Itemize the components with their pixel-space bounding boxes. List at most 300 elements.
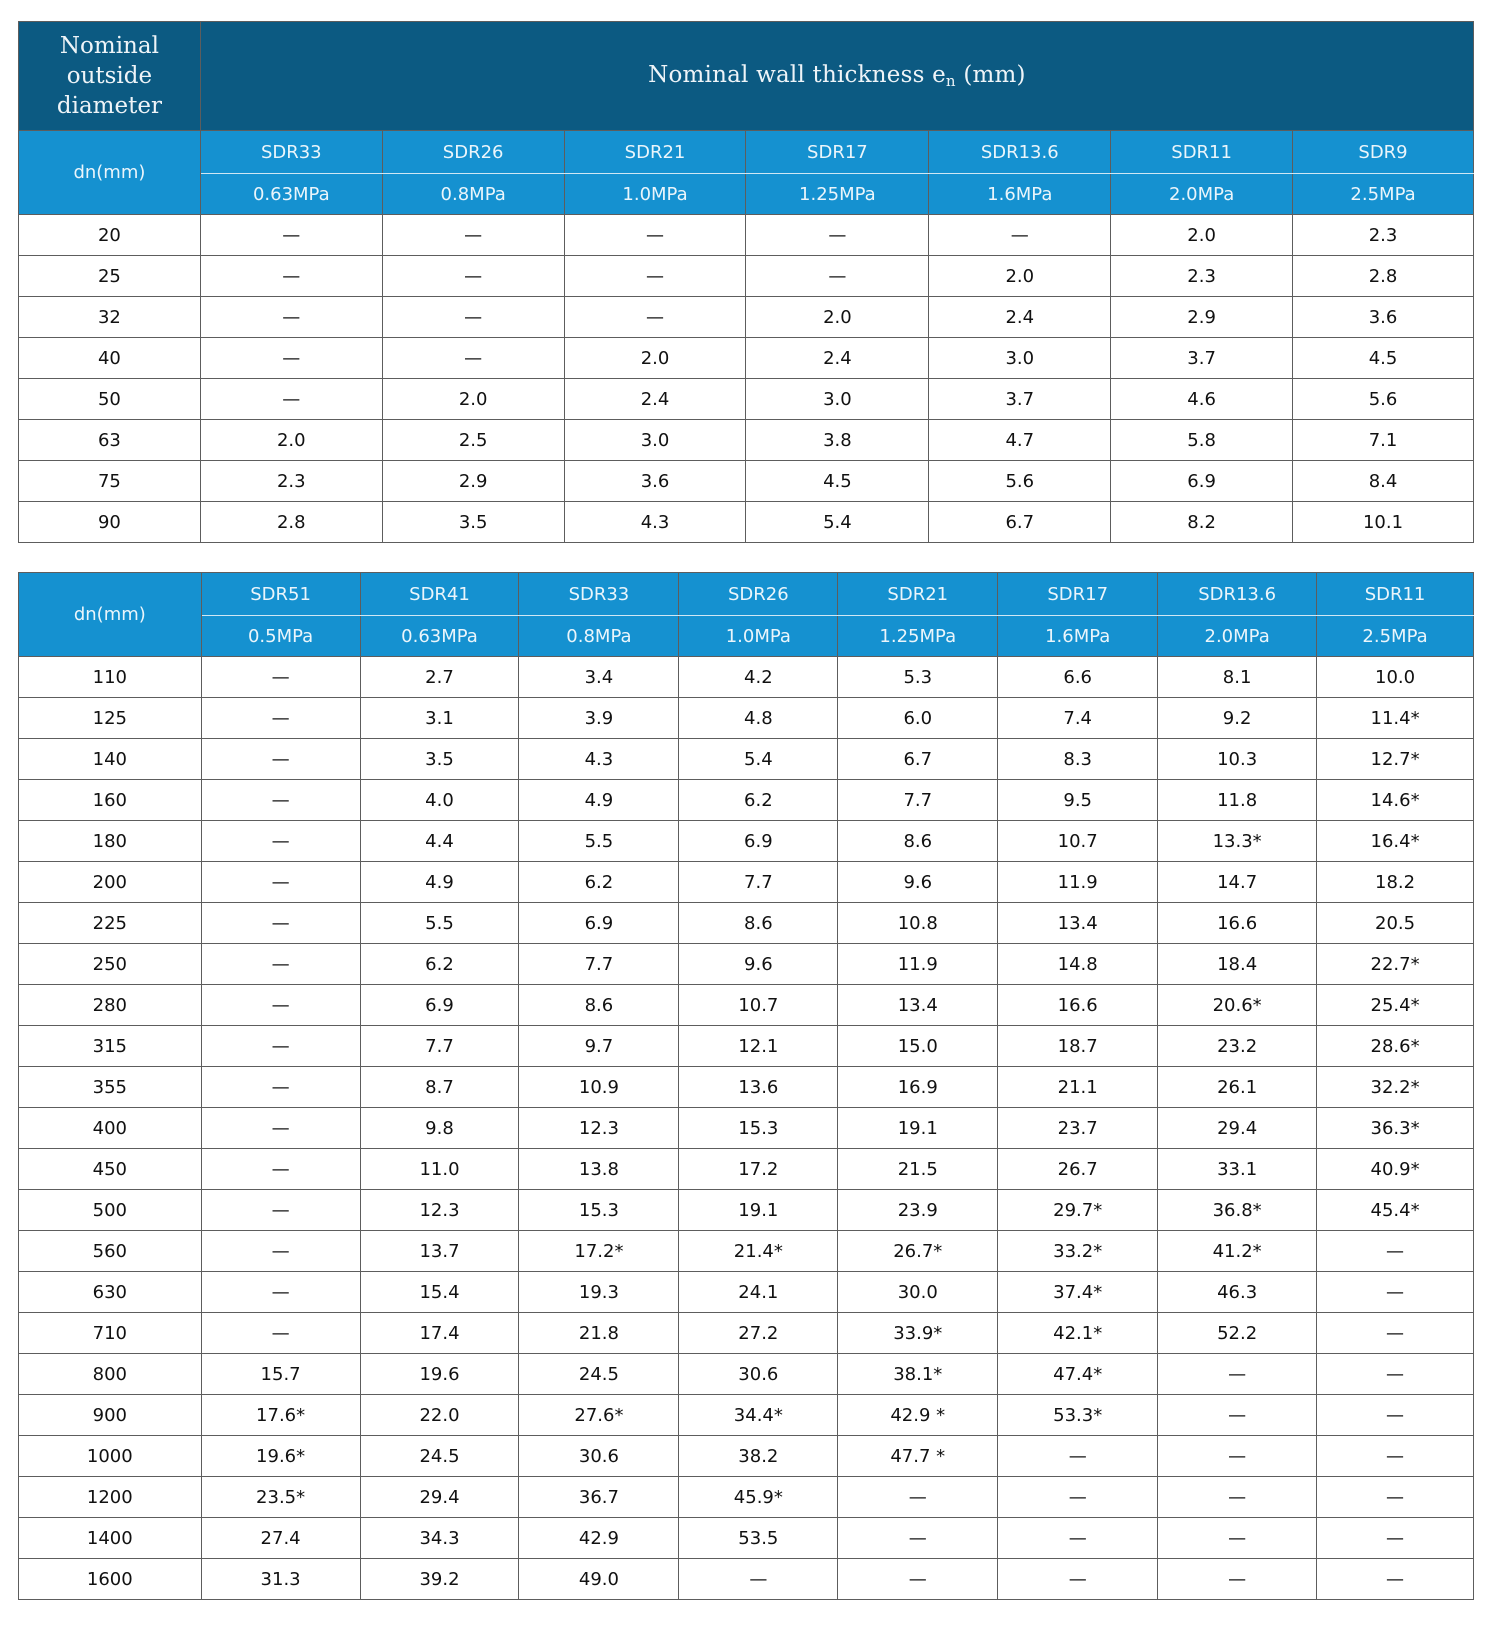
- thickness-cell: 23.5*: [201, 1477, 360, 1518]
- thickness-cell: 10.1: [1293, 502, 1474, 543]
- thickness-cell: 28.6*: [1317, 1026, 1474, 1067]
- thickness-cell: 27.2: [679, 1313, 838, 1354]
- sdr-header: SDR13.6: [1158, 573, 1317, 616]
- dn-cell: 50: [19, 379, 201, 420]
- thickness-cell: —: [838, 1559, 998, 1600]
- thickness-cell: —: [200, 215, 382, 256]
- thickness-cell: 6.7: [838, 739, 998, 780]
- table-row: [19, 215, 1474, 256]
- thickness-cell: 2.0: [929, 256, 1111, 297]
- thickness-cell: 14.7: [1158, 862, 1317, 903]
- table-row: [19, 1067, 1474, 1108]
- sdr-header: SDR33: [519, 573, 679, 616]
- thickness-cell: 24.5: [519, 1354, 679, 1395]
- thickness-cell: 49.0: [519, 1559, 679, 1600]
- thickness-cell: 6.9: [519, 903, 679, 944]
- thickness-cell: 5.6: [1293, 379, 1474, 420]
- thickness-cell: 4.0: [360, 780, 519, 821]
- thickness-cell: 2.0: [746, 297, 929, 338]
- thickness-cell: 22.7*: [1317, 944, 1474, 985]
- thickness-cell: —: [1158, 1354, 1317, 1395]
- thickness-cell: 4.9: [519, 780, 679, 821]
- thickness-cell: 6.2: [679, 780, 838, 821]
- pressure-header: 0.63MPa: [360, 616, 519, 657]
- pressure-header: 2.0MPa: [1111, 174, 1293, 215]
- dn-cell: 400: [19, 1108, 202, 1149]
- table-row: [19, 1395, 1474, 1436]
- thickness-cell: —: [382, 338, 564, 379]
- sdr-header: SDR17: [998, 573, 1158, 616]
- thickness-cell: —: [1317, 1231, 1474, 1272]
- thickness-cell: —: [998, 1518, 1158, 1559]
- thickness-cell: 15.3: [679, 1108, 838, 1149]
- table-row: [19, 944, 1474, 985]
- table-row: [19, 420, 1474, 461]
- thickness-cell: 4.3: [519, 739, 679, 780]
- thickness-cell: —: [200, 338, 382, 379]
- thickness-cell: —: [382, 215, 564, 256]
- thickness-cell: 2.0: [1111, 215, 1293, 256]
- thickness-cell: 46.3: [1158, 1272, 1317, 1313]
- thickness-cell: 24.1: [679, 1272, 838, 1313]
- thickness-cell: 18.2: [1317, 862, 1474, 903]
- thickness-cell: —: [201, 862, 360, 903]
- thickness-cell: —: [1317, 1313, 1474, 1354]
- thickness-cell: —: [746, 215, 929, 256]
- thickness-cell: 33.9*: [838, 1313, 998, 1354]
- thickness-cell: 26.7: [998, 1149, 1158, 1190]
- thickness-cell: 2.8: [1293, 256, 1474, 297]
- thickness-cell: 29.7*: [998, 1190, 1158, 1231]
- thickness-cell: 3.0: [746, 379, 929, 420]
- sdr-header: SDR21: [564, 131, 746, 174]
- table-row: [19, 985, 1474, 1026]
- thickness-cell: 6.9: [1111, 461, 1293, 502]
- thickness-cell: 21.8: [519, 1313, 679, 1354]
- pressure-header: 1.0MPa: [679, 616, 838, 657]
- thickness-cell: 10.3: [1158, 739, 1317, 780]
- thickness-cell: 2.3: [200, 461, 382, 502]
- thickness-cell: 31.3: [201, 1559, 360, 1600]
- thickness-cell: —: [382, 297, 564, 338]
- thickness-cell: —: [679, 1559, 838, 1600]
- dn-cell: 500: [19, 1190, 202, 1231]
- thickness-cell: 2.8: [200, 502, 382, 543]
- thickness-cell: 11.8: [1158, 780, 1317, 821]
- sdr-header: SDR33: [200, 131, 382, 174]
- thickness-cell: 15.3: [519, 1190, 679, 1231]
- thickness-cell: —: [201, 903, 360, 944]
- thickness-cell: 6.9: [360, 985, 519, 1026]
- thickness-cell: —: [1158, 1518, 1317, 1559]
- thickness-cell: —: [1317, 1477, 1474, 1518]
- thickness-cell: 29.4: [1158, 1108, 1317, 1149]
- thickness-cell: 26.1: [1158, 1067, 1317, 1108]
- thickness-cell: 10.9: [519, 1067, 679, 1108]
- thickness-cell: —: [1158, 1559, 1317, 1600]
- table-row: [19, 461, 1474, 502]
- thickness-cell: 47.4*: [998, 1354, 1158, 1395]
- table-row: [19, 1190, 1474, 1231]
- thickness-cell: 13.4: [838, 985, 998, 1026]
- thickness-cell: 17.6*: [201, 1395, 360, 1436]
- thickness-cell: —: [838, 1518, 998, 1559]
- dn-cell: 75: [19, 461, 201, 502]
- pressure-header: 0.5MPa: [201, 616, 360, 657]
- thickness-cell: 2.4: [929, 297, 1111, 338]
- sdr-header: SDR21: [838, 573, 998, 616]
- table-row: [19, 780, 1474, 821]
- thickness-cell: 17.4: [360, 1313, 519, 1354]
- dn-cell: 710: [19, 1313, 202, 1354]
- dn-cell: 225: [19, 903, 202, 944]
- dn-cell: 1400: [19, 1518, 202, 1559]
- thickness-cell: 25.4*: [1317, 985, 1474, 1026]
- thickness-cell: —: [1158, 1436, 1317, 1477]
- thickness-cell: 5.5: [519, 821, 679, 862]
- thickness-cell: 2.7: [360, 657, 519, 698]
- table-row: [19, 1026, 1474, 1067]
- thickness-cell: 16.4*: [1317, 821, 1474, 862]
- thickness-cell: 16.9: [838, 1067, 998, 1108]
- thickness-cell: —: [201, 1231, 360, 1272]
- thickness-cell: 16.6: [1158, 903, 1317, 944]
- thickness-cell: 8.4: [1293, 461, 1474, 502]
- thickness-cell: 3.0: [929, 338, 1111, 379]
- thickness-cell: 5.8: [1111, 420, 1293, 461]
- dn-cell: 63: [19, 420, 201, 461]
- thickness-cell: 52.2: [1158, 1313, 1317, 1354]
- thickness-cell: 27.4: [201, 1518, 360, 1559]
- thickness-cell: 3.0: [564, 420, 746, 461]
- thickness-cell: 6.9: [679, 821, 838, 862]
- thickness-cell: —: [998, 1436, 1158, 1477]
- pressure-header: 2.5MPa: [1317, 616, 1474, 657]
- thickness-cell: —: [998, 1559, 1158, 1600]
- thickness-cell: 17.2*: [519, 1231, 679, 1272]
- thickness-cell: 8.7: [360, 1067, 519, 1108]
- thickness-cell: 13.4: [998, 903, 1158, 944]
- sdr-header: SDR11: [1317, 573, 1474, 616]
- thickness-cell: 2.9: [1111, 297, 1293, 338]
- thickness-cell: 30.6: [679, 1354, 838, 1395]
- pressure-header: 0.63MPa: [200, 174, 382, 215]
- thickness-cell: 3.5: [360, 739, 519, 780]
- dn-cell: 180: [19, 821, 202, 862]
- thickness-cell: —: [998, 1477, 1158, 1518]
- thickness-cell: 3.6: [1293, 297, 1474, 338]
- thickness-cell: 4.3: [564, 502, 746, 543]
- dn-cell: 1200: [19, 1477, 202, 1518]
- thickness-cell: 42.1*: [998, 1313, 1158, 1354]
- thickness-cell: 13.7: [360, 1231, 519, 1272]
- thickness-cell: —: [200, 256, 382, 297]
- table-row: [19, 1108, 1474, 1149]
- table-row: [19, 862, 1474, 903]
- thickness-cell: —: [201, 1149, 360, 1190]
- table-row: [19, 379, 1474, 420]
- thickness-cell: 19.6: [360, 1354, 519, 1395]
- dn-header: dn(mm): [19, 573, 202, 657]
- thickness-cell: 21.1: [998, 1067, 1158, 1108]
- thickness-cell: 10.8: [838, 903, 998, 944]
- thickness-cell: 3.5: [382, 502, 564, 543]
- thickness-cell: 9.6: [838, 862, 998, 903]
- thickness-cell: 2.4: [564, 379, 746, 420]
- table-title: Nominal wall thickness $e_n$ (mm): [200, 22, 1473, 131]
- thickness-cell: 5.4: [679, 739, 838, 780]
- thickness-cell: 8.6: [679, 903, 838, 944]
- thickness-cell: —: [201, 739, 360, 780]
- table-row: [19, 502, 1474, 543]
- thickness-cell: 14.6*: [1317, 780, 1474, 821]
- thickness-cell: 3.9: [519, 698, 679, 739]
- thickness-cell: —: [201, 698, 360, 739]
- thickness-cell: 13.6: [679, 1067, 838, 1108]
- thickness-cell: 39.2: [360, 1559, 519, 1600]
- thickness-cell: —: [201, 657, 360, 698]
- thickness-cell: —: [1317, 1354, 1474, 1395]
- thickness-cell: 37.4*: [998, 1272, 1158, 1313]
- thickness-cell: 29.4: [360, 1477, 519, 1518]
- thickness-cell: 38.1*: [838, 1354, 998, 1395]
- thickness-cell: 33.2*: [998, 1231, 1158, 1272]
- dn-cell: 280: [19, 985, 202, 1026]
- thickness-cell: 4.8: [679, 698, 838, 739]
- thickness-cell: 19.1: [679, 1190, 838, 1231]
- thickness-cell: 7.1: [1293, 420, 1474, 461]
- thickness-cell: —: [201, 1190, 360, 1231]
- thickness-cell: 4.6: [1111, 379, 1293, 420]
- thickness-cell: 19.1: [838, 1108, 998, 1149]
- thickness-cell: 3.8: [746, 420, 929, 461]
- thickness-cell: 12.3: [519, 1108, 679, 1149]
- thickness-cell: 8.1: [1158, 657, 1317, 698]
- thickness-cell: 8.6: [838, 821, 998, 862]
- thickness-cell: 9.5: [998, 780, 1158, 821]
- pressure-header: 1.6MPa: [929, 174, 1111, 215]
- thickness-cell: 45.4*: [1317, 1190, 1474, 1231]
- thickness-cell: 16.6: [998, 985, 1158, 1026]
- pressure-header: 0.8MPa: [519, 616, 679, 657]
- thickness-cell: 12.3: [360, 1190, 519, 1231]
- thickness-cell: 14.8: [998, 944, 1158, 985]
- sdr-header: SDR26: [382, 131, 564, 174]
- table-row: [19, 1313, 1474, 1354]
- thickness-cell: 36.3*: [1317, 1108, 1474, 1149]
- sdr-header: SDR9: [1293, 131, 1474, 174]
- thickness-cell: 2.0: [200, 420, 382, 461]
- dn-cell: 1000: [19, 1436, 202, 1477]
- sdr-header: SDR11: [1111, 131, 1293, 174]
- thickness-cell: 23.2: [1158, 1026, 1317, 1067]
- table-row: [19, 821, 1474, 862]
- thickness-cell: 6.2: [519, 862, 679, 903]
- thickness-cell: 3.1: [360, 698, 519, 739]
- sdr-header: SDR51: [201, 573, 360, 616]
- dn-cell: 140: [19, 739, 202, 780]
- thickness-cell: 4.2: [679, 657, 838, 698]
- thickness-cell: 36.7: [519, 1477, 679, 1518]
- pressure-header: 1.25MPa: [838, 616, 998, 657]
- thickness-cell: 5.3: [838, 657, 998, 698]
- thickness-cell: 40.9*: [1317, 1149, 1474, 1190]
- dn-cell: 160: [19, 780, 202, 821]
- thickness-cell: 10.7: [998, 821, 1158, 862]
- thickness-cell: 15.4: [360, 1272, 519, 1313]
- thickness-cell: 36.8*: [1158, 1190, 1317, 1231]
- dn-cell: 200: [19, 862, 202, 903]
- thickness-cell: 3.7: [1111, 338, 1293, 379]
- table-row: [19, 1231, 1474, 1272]
- table-row: [19, 297, 1474, 338]
- dn-cell: 560: [19, 1231, 202, 1272]
- dn-cell: 800: [19, 1354, 202, 1395]
- thickness-cell: 9.2: [1158, 698, 1317, 739]
- thickness-cell: 2.3: [1293, 215, 1474, 256]
- thickness-cell: 2.4: [746, 338, 929, 379]
- thickness-cell: 4.9: [360, 862, 519, 903]
- thickness-cell: 2.9: [382, 461, 564, 502]
- thickness-cell: 9.6: [679, 944, 838, 985]
- thickness-cell: 12.7*: [1317, 739, 1474, 780]
- thickness-cell: —: [929, 215, 1111, 256]
- thickness-cell: —: [201, 821, 360, 862]
- thickness-cell: —: [1317, 1395, 1474, 1436]
- thickness-cell: —: [200, 379, 382, 420]
- thickness-cell: 21.5: [838, 1149, 998, 1190]
- thickness-cell: 27.6*: [519, 1395, 679, 1436]
- thickness-cell: 9.7: [519, 1026, 679, 1067]
- thickness-cell: —: [1317, 1436, 1474, 1477]
- thickness-cell: 26.7*: [838, 1231, 998, 1272]
- dn-cell: 1600: [19, 1559, 202, 1600]
- thickness-cell: 17.2: [679, 1149, 838, 1190]
- table-row: [19, 1477, 1474, 1518]
- thickness-cell: 15.0: [838, 1026, 998, 1067]
- thickness-cell: 4.5: [1293, 338, 1474, 379]
- thickness-cell: —: [746, 256, 929, 297]
- table-row: [19, 338, 1474, 379]
- thickness-cell: —: [1158, 1477, 1317, 1518]
- dn-cell: 110: [19, 657, 202, 698]
- thickness-cell: 18.7: [998, 1026, 1158, 1067]
- dn-cell: 315: [19, 1026, 202, 1067]
- thickness-cell: —: [201, 1108, 360, 1149]
- thickness-cell: —: [201, 1026, 360, 1067]
- dn-cell: 355: [19, 1067, 202, 1108]
- thickness-cell: 15.7: [201, 1354, 360, 1395]
- thickness-cell: 3.4: [519, 657, 679, 698]
- thickness-cell: 45.9*: [679, 1477, 838, 1518]
- thickness-cell: —: [838, 1477, 998, 1518]
- thickness-cell: 18.4: [1158, 944, 1317, 985]
- pressure-header: 1.6MPa: [998, 616, 1158, 657]
- thickness-cell: —: [200, 297, 382, 338]
- corner-header: Nominal outside diameter: [19, 22, 201, 131]
- thickness-cell: 6.6: [998, 657, 1158, 698]
- dn-cell: 630: [19, 1272, 202, 1313]
- thickness-cell: 24.5: [360, 1436, 519, 1477]
- thickness-cell: 11.4*: [1317, 698, 1474, 739]
- dn-cell: 450: [19, 1149, 202, 1190]
- pressure-header: 2.0MPa: [1158, 616, 1317, 657]
- thickness-cell: 9.8: [360, 1108, 519, 1149]
- thickness-cell: —: [201, 985, 360, 1026]
- thickness-cell: 4.7: [929, 420, 1111, 461]
- wall-thickness-table-large: [18, 572, 1474, 1600]
- thickness-cell: 7.7: [519, 944, 679, 985]
- thickness-cell: 2.0: [564, 338, 746, 379]
- thickness-cell: 42.9 *: [838, 1395, 998, 1436]
- thickness-cell: 13.3*: [1158, 821, 1317, 862]
- thickness-cell: 3.7: [929, 379, 1111, 420]
- dn-cell: 125: [19, 698, 202, 739]
- thickness-cell: 33.1: [1158, 1149, 1317, 1190]
- thickness-cell: —: [1317, 1518, 1474, 1559]
- thickness-cell: —: [201, 944, 360, 985]
- thickness-cell: 11.9: [838, 944, 998, 985]
- thickness-cell: 19.6*: [201, 1436, 360, 1477]
- thickness-cell: —: [201, 1067, 360, 1108]
- thickness-cell: —: [564, 215, 746, 256]
- table-row: [19, 256, 1474, 297]
- thickness-cell: 11.0: [360, 1149, 519, 1190]
- table-row: [19, 1272, 1474, 1313]
- thickness-cell: 53.3*: [998, 1395, 1158, 1436]
- thickness-cell: 30.6: [519, 1436, 679, 1477]
- thickness-cell: 7.7: [679, 862, 838, 903]
- sdr-header: SDR26: [679, 573, 838, 616]
- table-row: [19, 1518, 1474, 1559]
- thickness-cell: —: [1317, 1272, 1474, 1313]
- thickness-cell: 8.6: [519, 985, 679, 1026]
- dn-header: dn(mm): [19, 131, 201, 215]
- thickness-cell: 53.5: [679, 1518, 838, 1559]
- pressure-header: 1.25MPa: [746, 174, 929, 215]
- thickness-cell: 22.0: [360, 1395, 519, 1436]
- thickness-cell: 21.4*: [679, 1231, 838, 1272]
- thickness-cell: 5.6: [929, 461, 1111, 502]
- thickness-cell: 30.0: [838, 1272, 998, 1313]
- dn-cell: 20: [19, 215, 201, 256]
- thickness-cell: —: [564, 256, 746, 297]
- thickness-cell: 11.9: [998, 862, 1158, 903]
- pressure-header: 0.8MPa: [382, 174, 564, 215]
- thickness-cell: —: [1317, 1559, 1474, 1600]
- sdr-header: SDR13.6: [929, 131, 1111, 174]
- thickness-cell: 6.7: [929, 502, 1111, 543]
- thickness-cell: 42.9: [519, 1518, 679, 1559]
- thickness-cell: 10.0: [1317, 657, 1474, 698]
- thickness-cell: 7.4: [998, 698, 1158, 739]
- table-row: [19, 1354, 1474, 1395]
- thickness-cell: 41.2*: [1158, 1231, 1317, 1272]
- dn-cell: 90: [19, 502, 201, 543]
- thickness-cell: —: [201, 1313, 360, 1354]
- table-row: [19, 1559, 1474, 1600]
- dn-cell: 250: [19, 944, 202, 985]
- pressure-header: 1.0MPa: [564, 174, 746, 215]
- thickness-cell: 4.5: [746, 461, 929, 502]
- thickness-cell: 3.6: [564, 461, 746, 502]
- thickness-cell: 34.3: [360, 1518, 519, 1559]
- table-row: [19, 739, 1474, 780]
- sdr-header: SDR41: [360, 573, 519, 616]
- wall-thickness-table-small: [18, 21, 1474, 543]
- table-row: [19, 903, 1474, 944]
- thickness-cell: 38.2: [679, 1436, 838, 1477]
